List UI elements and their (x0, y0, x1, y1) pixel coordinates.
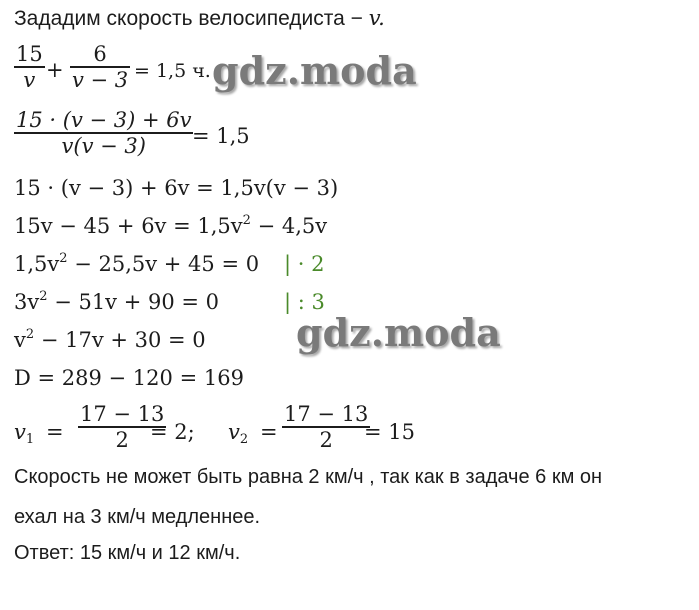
heading-label: Зададим скорость велосипедиста − (14, 7, 363, 30)
root-2-result: = 15 (364, 420, 415, 444)
eq1-fraction-2 (70, 42, 130, 92)
root-1-subscript: 1 (25, 432, 35, 447)
answer-line: Ответ: 15 км/ч и 12 км/ч. (14, 542, 241, 564)
divide-by-3-note: | : 3 (284, 290, 325, 314)
eq1-fraction-2-denominator: v − 3 (72, 67, 129, 92)
watermark-logo: gdz.moda (296, 310, 501, 355)
eq2-denominator: v(v − 3) (61, 133, 146, 158)
conclusion-line-1: Скорость не может быть равна 2 км/ч , так как в задаче 6 км он (14, 466, 603, 488)
square-exponent: 2 (59, 251, 68, 266)
root-2-denominator: 2 (319, 427, 333, 452)
line-5-part-a: 1,5v (14, 252, 60, 276)
equation-line-3: 15 · (v − 3) + 6v = 1,5v(v − 3) (14, 176, 339, 200)
eq2-fraction (14, 108, 193, 158)
line-4-part-b: − 4,5v (250, 214, 328, 238)
line-7-part-b: − 17v + 30 = 0 (34, 328, 206, 352)
eq1-fraction-2-numerator: 6 (93, 42, 107, 66)
equation-line-5 (14, 252, 259, 276)
root-2-numerator: 17 − 13 (284, 402, 369, 426)
equation-line-6 (14, 290, 219, 314)
watermark-logo: gdz.moda (212, 48, 417, 93)
root-1-equals: = (46, 420, 64, 444)
root-1-denominator: 2 (115, 427, 129, 452)
eq1-rhs: = 1,5 ч. (134, 60, 211, 82)
line-6-part-a: 3v (14, 290, 40, 314)
square-exponent: 2 (242, 213, 251, 228)
square-exponent: 2 (39, 289, 48, 304)
heading-variable: v. (368, 6, 385, 30)
eq1-fraction-1 (14, 42, 45, 92)
line-4-part-a: 15v − 45 + 6v = 1,5v (14, 214, 243, 238)
line-5-part-b: − 25,5v + 45 = 0 (67, 252, 260, 276)
eq1-plus: + (46, 58, 64, 82)
eq2-numerator: 15 · (v − 3) + 6v (16, 108, 192, 132)
root-1-variable: v (14, 420, 26, 444)
multiply-by-2-note: | · 2 (284, 252, 325, 276)
root-1-result: = 2; (150, 420, 195, 444)
conclusion-line-2: ехал на 3 км/ч медленнее. (14, 506, 261, 528)
root-1-numerator: 17 − 13 (80, 402, 165, 426)
line-7-part-a: v (14, 328, 26, 352)
root-2-subscript: 2 (239, 432, 249, 447)
eq1-fraction-1-denominator: v (23, 67, 36, 92)
root-2-fraction (282, 402, 370, 452)
heading-text (14, 6, 385, 31)
discriminant-line: D = 289 − 120 = 169 (14, 366, 244, 390)
root-1-label (14, 420, 35, 447)
equation-line-4 (14, 214, 327, 238)
root-2-equals: = (260, 420, 278, 444)
eq1-fraction-1-numerator: 15 (16, 42, 43, 66)
eq2-rhs: = 1,5 (192, 124, 250, 148)
square-exponent: 2 (25, 327, 35, 342)
root-2-label (228, 420, 249, 447)
root-2-variable: v (228, 420, 240, 444)
line-6-part-b: − 51v + 90 = 0 (47, 290, 220, 314)
equation-line-7 (14, 328, 206, 352)
